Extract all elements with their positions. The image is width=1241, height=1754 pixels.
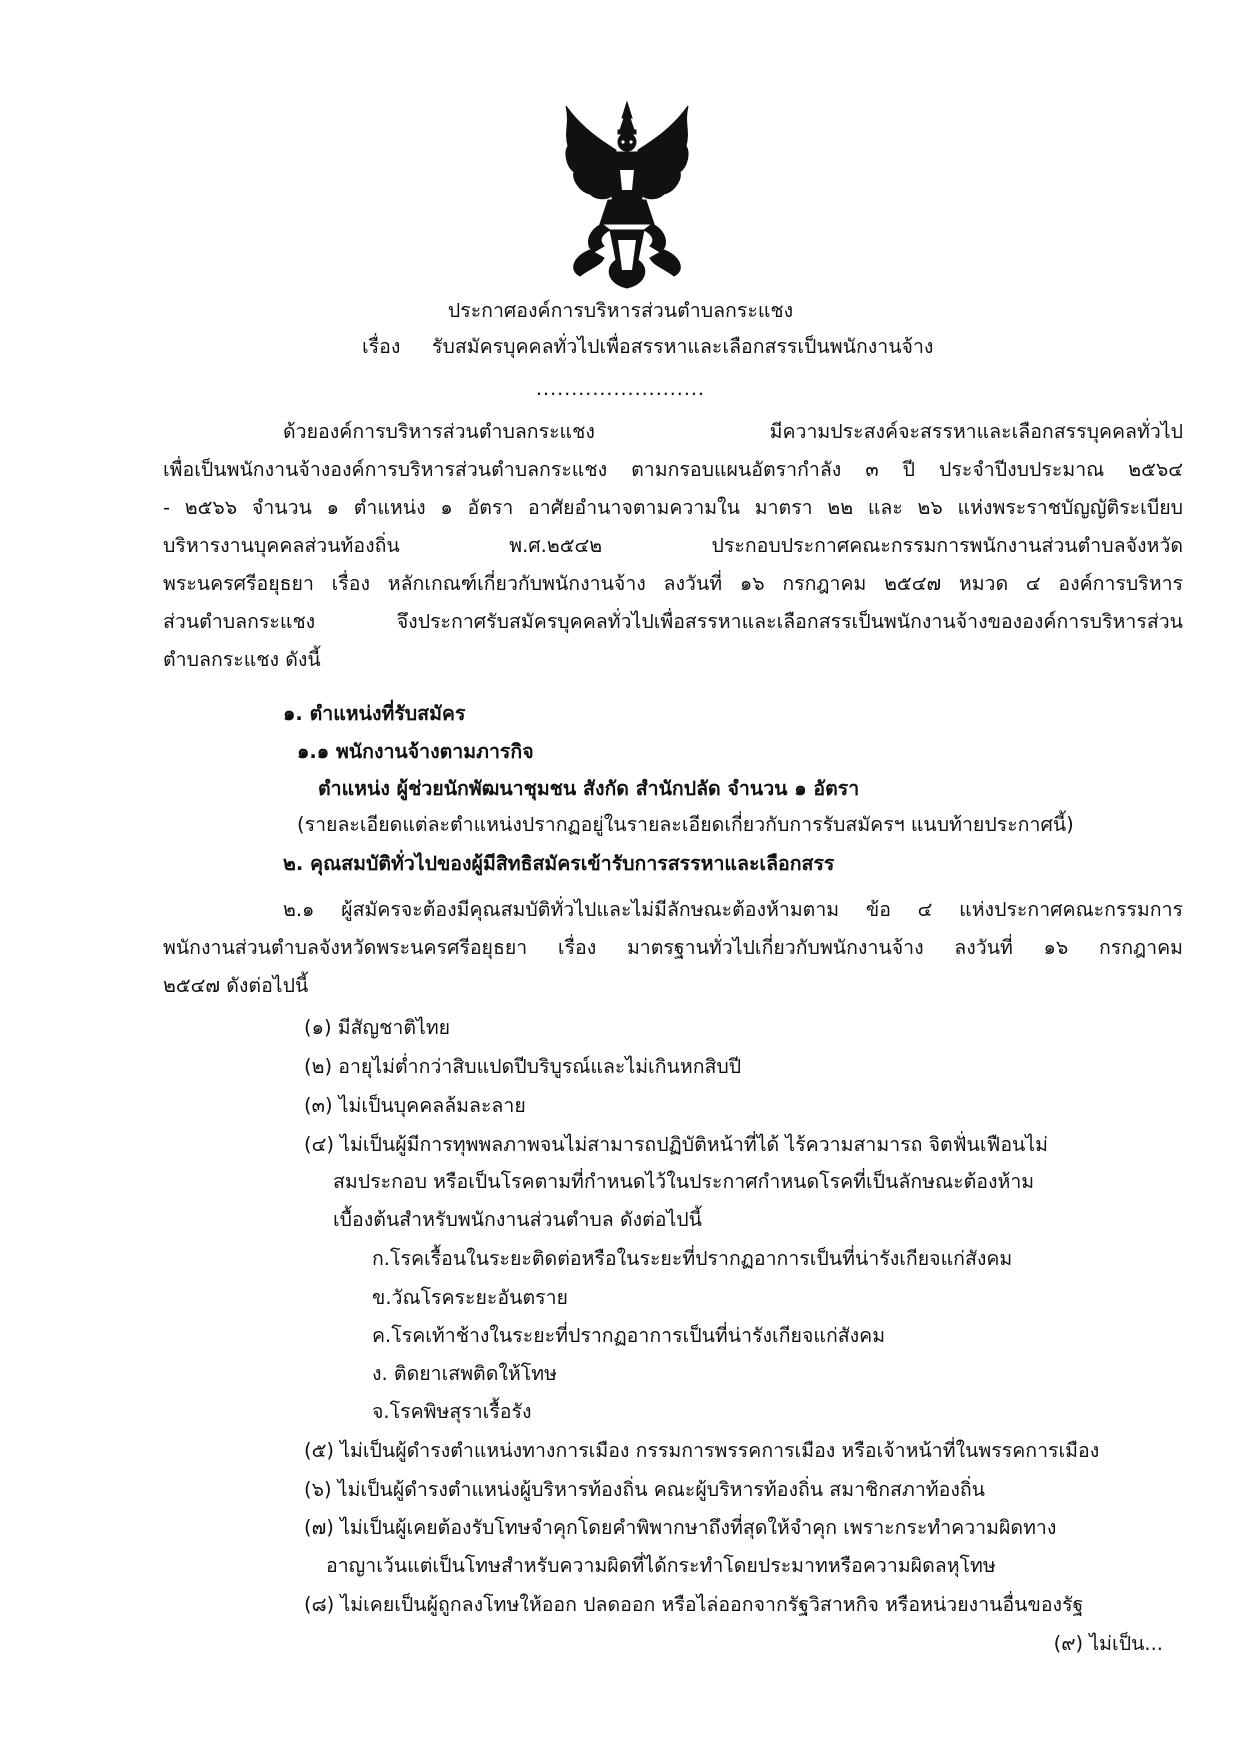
list-item-continuation: สมประกอบ หรือเป็นโรคตามที่กำหนดไว้ในประกาศกำหนดโรคที่เป็นลักษณะต้องห้าม — [333, 1170, 1035, 1193]
list-item: (๗) ไม่เป็นผู้เคยต้องรับโทษจำคุกโดยคำพิพากษาถึงที่สุดให้จำคุก เพราะกระทำความผิดทาง — [304, 1516, 1057, 1539]
sub-list-item: ค.โรคเท้าช้างในระยะที่ปรากฏอาการเป็นที่น่ารังเกียจแก่สังคม — [372, 1324, 886, 1347]
list-item: (๓) ไม่เป็นบุคคลล้มละลาย — [304, 1094, 526, 1117]
list-item: (๖) ไม่เป็นผู้ดำรงตำแหน่งผู้บริหารท้องถิ่น คณะผู้บริหารท้องถิ่น สมาชิกสภาท้องถิ่น — [304, 1478, 985, 1501]
subject-label: เรื่อง — [362, 335, 401, 358]
intro-line-3: - ๒๕๖๖ จำนวน ๑ ตำแหน่ง ๑ อัตรา อาศัยอำนาจตามความใน มาตรา ๒๒ และ ๒๖ แห่งพระราชบัญญัติระเบียบ — [163, 496, 1183, 519]
intro-line-2: เพื่อเป็นพนักงานจ้างองค์การบริหารส่วนตำบลกระแชง ตามกรอบแผนอัตรากำลัง ๓ ปี ประจำปีงบประมาณ ๒๕๖๔ — [163, 458, 1183, 481]
section2-para-line-3: ๒๕๔๗ ดังต่อไปนี้ — [163, 974, 309, 997]
sub-list-item: ข.วัณโรคระยะอันตราย — [372, 1286, 568, 1309]
document-title: ประกาศองค์การบริหารส่วนตำบลกระแชง — [447, 299, 794, 322]
continued-marker: (๙) ไม่เป็น... — [1053, 1632, 1163, 1655]
section1-position: ตำแหน่ง ผู้ช่วยนักพัฒนาชุมชน สังกัด สำนักปลัด จำนวน ๑ อัตรา — [318, 777, 860, 800]
garuda-emblem-icon — [560, 100, 695, 290]
sub-list-item: ง. ติดยาเสพติดให้โทษ — [372, 1362, 557, 1385]
title-divider: ........................ — [536, 378, 705, 400]
subject-text: รับสมัครบุคคลทั่วไปเพื่อสรรหาและเลือกสรรเป็นพนักงานจ้าง — [432, 335, 934, 358]
list-item-continuation: อาญาเว้นแต่เป็นโทษสำหรับความผิดที่ได้กระทำโดยประมาทหรือความผิดลหุโทษ — [326, 1554, 996, 1577]
intro-line-5: พระนครศรีอยุธยา เรื่อง หลักเกณฑ์เกี่ยวกับพนักงานจ้าง ลงวันที่ ๑๖ กรกฎาคม ๒๕๔๗ หมวด ๔ องค์การบริหาร — [163, 572, 1183, 595]
section1-sub: ๑.๑ พนักงานจ้างตามภารกิจ — [297, 740, 534, 763]
section1-note: (รายละเอียดแต่ละตำแหน่งปรากฏอยู่ในรายละเอียดเกี่ยวกับการรับสมัครฯ แนบท้ายประกาศนี้) — [297, 813, 1074, 836]
list-item: (๑) มีสัญชาติไทย — [304, 1016, 451, 1039]
section1-heading: ๑. ตำแหน่งที่รับสมัคร — [283, 702, 466, 725]
intro-line-4: บริหารงานบุคคลส่วนท้องถิ่น พ.ศ.๒๕๔๒ ประกอบประกาศคณะกรรมการพนักงานส่วนตำบลจังหวัด — [163, 534, 1183, 557]
list-item-continuation: เบื้องต้นสำหรับพนักงานส่วนตำบล ดังต่อไปนี้ — [333, 1208, 703, 1231]
section2-heading: ๒. คุณสมบัติทั่วไปของผู้มีสิทธิสมัครเข้ารับการสรรหาและเลือกสรร — [283, 852, 835, 875]
list-item: (๘) ไม่เคยเป็นผู้ถูกลงโทษให้ออก ปลดออก หรือไล่ออกจากรัฐวิสาหกิจ หรือหน่วยงานอื่นของรัฐ — [304, 1593, 1084, 1616]
sub-list-item: จ.โรคพิษสุราเรื้อรัง — [372, 1400, 532, 1423]
intro-line-1: ด้วยองค์การบริหารส่วนตำบลกระแชง มีความประสงค์จะสรรหาและเลือกสรรบุคคลทั่วไป — [283, 420, 1183, 443]
list-item: (๒) อายุไม่ต่ำกว่าสิบแปดปีบริบูรณ์และไม่เกินหกสิบปี — [304, 1055, 742, 1078]
section2-para-line-1: ๒.๑ ผู้สมัครจะต้องมีคุณสมบัติทั่วไปและไม่มีลักษณะต้องห้ามตาม ข้อ ๔ แห่งประกาศคณะกรรมการ — [283, 898, 1183, 921]
intro-line-7: ตำบลกระแชง ดังนี้ — [163, 648, 321, 671]
list-item: (๕) ไม่เป็นผู้ดำรงตำแหน่งทางการเมือง กรรมการพรรคการเมือง หรือเจ้าหน้าที่ในพรรคการเมือง — [304, 1439, 1100, 1462]
intro-line-6: ส่วนตำบลกระแชง จึงประกาศรับสมัครบุคคลทั่วไปเพื่อสรรหาและเลือกสรรเป็นพนักงานจ้างขององค์การบริหารส่วน — [163, 610, 1183, 633]
list-item: (๔) ไม่เป็นผู้มีการทุพพลภาพจนไม่สามารถปฏิบัติหน้าที่ได้ ไร้ความสามารถ จิตฟั่นเฟือนไม่ — [304, 1133, 1049, 1156]
section2-para-line-2: พนักงานส่วนตำบลจังหวัดพระนครศรีอยุธยา เรื่อง มาตรฐานทั่วไปเกี่ยวกับพนักงานจ้าง ลงวันที่ ๑๖ กรกฎาคม — [163, 936, 1183, 959]
sub-list-item: ก.โรคเรื้อนในระยะติดต่อหรือในระยะที่ปรากฏอาการเป็นที่น่ารังเกียจแก่สังคม — [372, 1247, 1013, 1270]
